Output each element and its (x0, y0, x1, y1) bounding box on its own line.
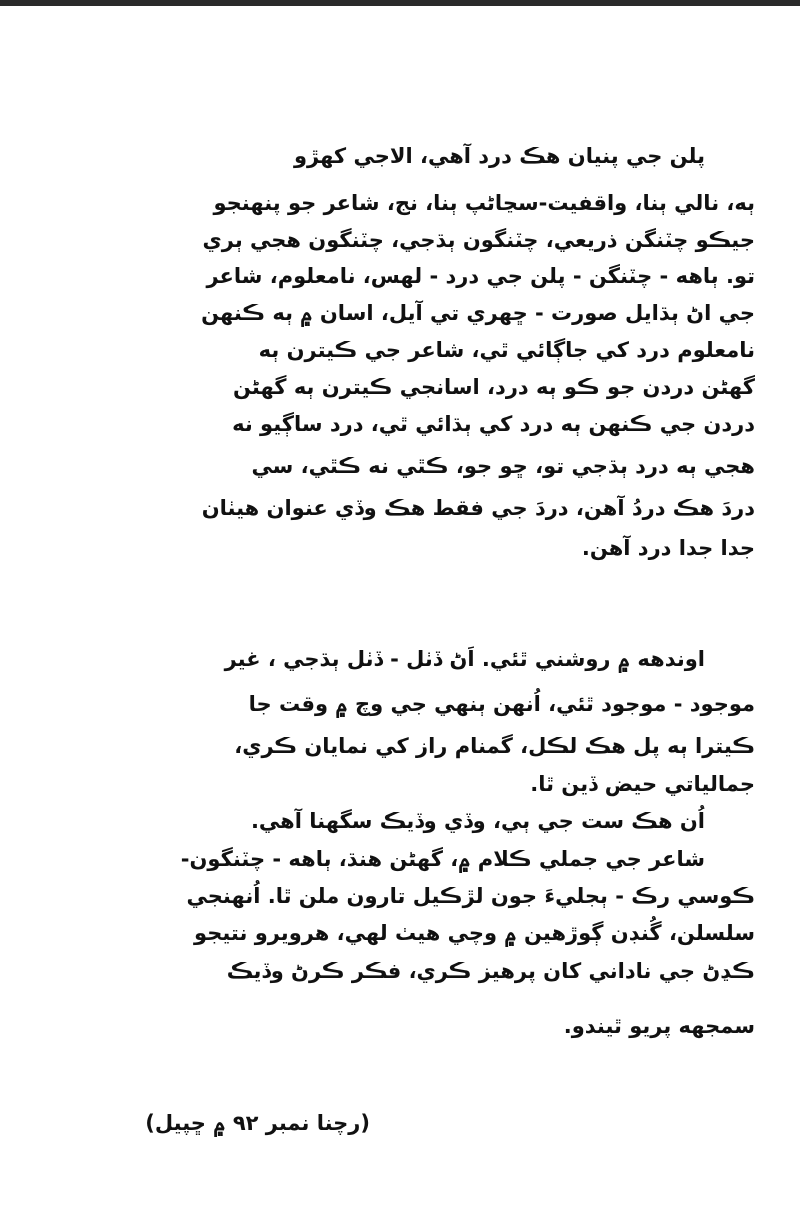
paragraph-1-line-4: تو. ٻاهه - چٽنگن - پلن جي درد - لهس، نامعلوم، شاعر (206, 264, 755, 288)
paragraph-1-line-11: جدا جدا درد آهن. (581, 536, 755, 560)
paragraph-1-line-3: جيڪو چٽنگن ذريعي، چٽنگون ٻڌجي، چٽنگون هجي ٻري (202, 228, 755, 252)
paragraph-1-line-1: پلن جي پنيان هڪ درد آهي، الاجي کهڙو (293, 144, 705, 168)
scan-top-edge (0, 0, 800, 6)
paragraph-2-line-2: موجود - موجود ٿئي، اُنهن ٻنهي جي وچ ۾ وقت جا (248, 692, 755, 716)
paragraph-1-line-10: دردَ هڪ دردُ آهن، دردَ جي فقط هڪ وڏي عنوان هيٺان (201, 496, 755, 520)
paragraph-1-line-6: نامعلوم درد کي جاڳائي ٿي، شاعر جي ڪيترن ٻه (258, 338, 755, 362)
paragraph-1-line-5: جي اڻ ٻڌايل صورت - ڇهري تي آيل، اسان ۾ ٻه ڪنهن (201, 301, 755, 325)
paragraph-1-line-9: هجي ٻه درد ٻڌجي تو، ڇو جو، ڪٿي نه ڪٿي، سي (251, 454, 755, 478)
source-footnote: (رچنا نمبر ٩٢ ۾ ڇپيل) (145, 1111, 370, 1135)
paragraph-1-line-8: دردن جي ڪنهن ٻه درد کي ٻڌائي ٿي، درد ساڳيو نه (232, 412, 755, 436)
paragraph-2-line-3: ڪيترا ٻه پل هڪ لڪل، گمنام راز کي نمايان ڪري، (234, 734, 755, 758)
paragraph-4-line-3: سلسلن، گُنڊن ڳوڙهين ۾ وچي هيٺ لهي، هرويرو نتيجو (194, 921, 755, 945)
paragraph-4-line-4: ڪڍڻ جي ناداني کان پرهيز ڪري، فڪر ڪرڻ وڏيڪ (226, 959, 755, 983)
paragraph-1-line-2: ٻه، نالي ٻنا، واقفيت-سڃاڻپ ٻنا، نج، شاعر جو پنهنجو (213, 191, 755, 215)
paragraph-2-line-4: جمالياتي حيض ڏين ٿا. (530, 772, 755, 796)
paragraph-3-line-1: اُن هڪ ست جي ٻي، وڏي وڏيڪ سگهنا آهي. (250, 809, 705, 833)
paragraph-4-line-1: شاعر جي جملي ڪلام ۾، گهڻن هنڌ، ٻاهه - چٽنگون- (180, 847, 705, 871)
paragraph-1-line-7: گهڻن دردن جو ڪو ٻه درد، اسانجي ڪيترن ٻه گهڻن (232, 375, 755, 399)
paragraph-4-line-2: ڪوسي رڪ - ٻجليءَ جون لڙڪيل تارون ملن ٿا. اُنهنجي (186, 884, 755, 908)
paragraph-4-line-5: سمجهه پريو ٿيندو. (563, 1014, 755, 1038)
paragraph-2-line-1: اوندهه ۾ روشني ٿئي. اَڻ ڏٺل - ڏٺل ٻڌجي ، غير (224, 647, 705, 671)
